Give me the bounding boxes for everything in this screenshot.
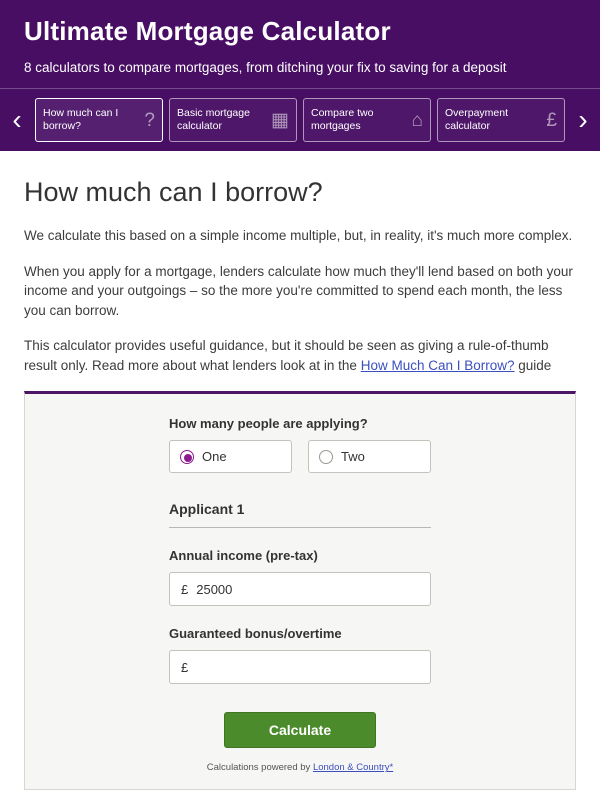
currency-pound-icon: £ xyxy=(181,659,189,675)
tab-label: Basic mortgage calculator xyxy=(177,106,250,132)
carousel-prev-button[interactable]: ‹ xyxy=(5,106,29,134)
applicants-option-one[interactable] xyxy=(169,440,292,473)
tab-basic-mortgage-calculator[interactable] xyxy=(169,98,297,142)
tab-label: Overpayment calculator xyxy=(445,106,509,132)
paragraph-3-text: This calculator provides useful guidance, but it should be seen as giving a rule-of-thumb result only. Read more about what lenders look at in the xyxy=(24,338,549,373)
applicant-1-section-title: Applicant 1 xyxy=(169,501,431,528)
intro-paragraph-2: When you apply for a mortgage, lenders calculate how much they'll lend based on both your income and your outgoings – so the more you're committed to spend each month, the less you can borrow. xyxy=(24,263,573,318)
page-header xyxy=(0,0,600,88)
calculator-carousel xyxy=(0,88,600,151)
question-mark-icon: ? xyxy=(144,109,155,131)
guaranteed-bonus-input-group xyxy=(169,650,431,684)
intro-paragraph-1: We calculate this based on a simple income multiple, but, in reality, it's much more complex. xyxy=(24,228,573,243)
powered-by-note xyxy=(169,762,431,773)
main-content xyxy=(0,151,600,790)
radio-selected-icon xyxy=(180,450,194,464)
annual-income-input[interactable] xyxy=(196,582,430,597)
money-bag-icon: £ xyxy=(546,109,557,131)
tab-overpayment-calculator[interactable] xyxy=(437,98,565,142)
borrow-calculator-form xyxy=(24,391,576,790)
app-title: Ultimate Mortgage Calculator xyxy=(24,16,391,46)
page-title: How much can I borrow? xyxy=(24,177,323,207)
house-icon: ⌂ xyxy=(411,109,423,131)
tab-how-much-can-i-borrow[interactable] xyxy=(35,98,163,142)
app-subtitle: 8 calculators to compare mortgages, from ditching your fix to saving for a deposit xyxy=(24,60,507,75)
guaranteed-bonus-label: Guaranteed bonus/overtime xyxy=(169,626,342,642)
tab-label: Compare two mortgages xyxy=(311,106,374,132)
powered-by-text: Calculations powered by xyxy=(206,762,313,774)
tab-compare-two-mortgages[interactable] xyxy=(303,98,431,142)
intro-paragraph-3 xyxy=(24,336,576,375)
radio-option-label: Two xyxy=(341,449,365,465)
calculate-button[interactable]: Calculate xyxy=(224,712,376,748)
carousel-next-button[interactable]: › xyxy=(571,106,595,134)
applicants-radio-group xyxy=(169,440,431,473)
currency-pound-icon: £ xyxy=(181,581,189,597)
london-and-country-link[interactable]: London & Country* xyxy=(312,762,394,774)
applicants-count-label: How many people are applying? xyxy=(169,416,368,432)
tab-label: How much can I borrow? xyxy=(43,106,119,132)
guaranteed-bonus-input[interactable] xyxy=(196,660,430,675)
how-much-can-i-borrow-guide-link[interactable]: How Much Can I Borrow? xyxy=(360,357,515,373)
radio-option-label: One xyxy=(202,449,227,465)
annual-income-input-group xyxy=(169,572,431,606)
calculator-icon: ▦ xyxy=(271,109,289,131)
annual-income-label: Annual income (pre-tax) xyxy=(169,548,318,564)
radio-unselected-icon xyxy=(319,450,333,464)
paragraph-3-text-after: guide xyxy=(514,357,552,373)
applicants-option-two[interactable] xyxy=(308,440,431,473)
